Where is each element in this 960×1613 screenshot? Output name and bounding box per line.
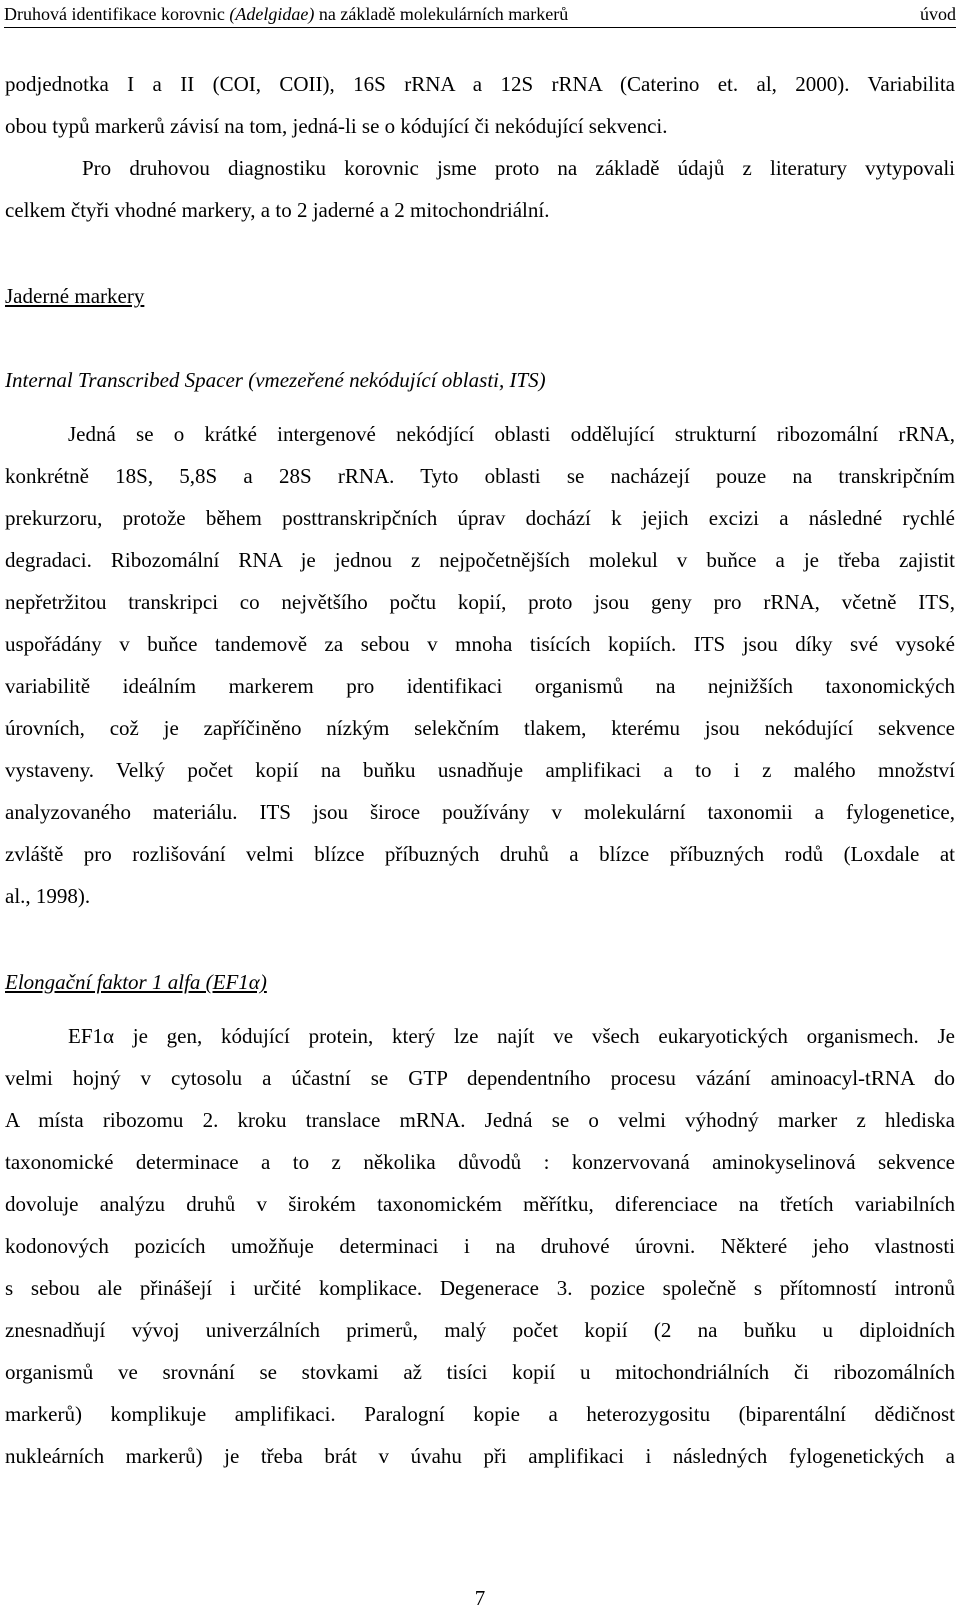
text-line: velmi hojný v cytosolu a účastní se GTP dependentního procesu vázání aminoacyl-tRNA do	[5, 1066, 955, 1090]
text-line: nukleárních markerů) je třeba brát v úvahu při amplifikaci i následných fylogenetických a	[5, 1444, 955, 1468]
text-line: prekurzoru, protože během posttranskripčních úprav dochází k jejich excizi a následné rychlé	[5, 506, 955, 530]
text-line: vystaveny. Velký počet kopií na buňku usnadňuje amplifikaci a to i z malého množství	[5, 758, 955, 782]
text-line: konkrétně 18S, 5,8S a 28S rRNA. Tyto oblasti se nacházejí pouze na transkripčním	[5, 464, 955, 488]
text-line: znesnadňují vývoj univerzálních primerů, malý počet kopií (2 na buňku u diploidních	[5, 1318, 955, 1342]
text-line: taxonomické determinace a to z několika důvodů : konzervovaná aminokyselinová sekvence	[5, 1150, 955, 1174]
text-line: Jedná se o krátké intergenové nekódjící oblasti oddělující strukturní ribozomální rRNA,	[68, 422, 955, 446]
text-line: uspořádány v buňce tandemově za sebou v mnoha tisících kopiích. ITS jsou díky své vysoké	[5, 632, 955, 656]
text-line: A místa ribozomu 2. kroku translace mRNA. Jedná se o velmi výhodný marker z hlediska	[5, 1108, 955, 1132]
header-title-part: Druhová identifikace korovnic	[4, 4, 230, 24]
text-line: al., 1998).	[5, 884, 91, 908]
text-line: EF1α je gen, kódující protein, který lze najít ve všech eukaryotických organismech. Je	[68, 1024, 955, 1048]
header-title	[4, 2, 568, 26]
text-line: obou typů markerů závisí na tom, jedná-li se o kódující či nekódující sekvenci.	[5, 114, 668, 138]
text-line: degradaci. Ribozomální RNA je jednou z nejpočetnějších molekul v buňce a je třeba zajistit	[5, 548, 955, 572]
subsection-heading: Elongační faktor 1 alfa (EF1α)	[5, 970, 267, 994]
text-line: podjednotka I a II (COI, COII), 16S rRNA a 12S rRNA (Caterino et. al, 2000). Variabilita	[5, 72, 955, 96]
text-line: celkem čtyři vhodné markery, a to 2 jaderné a 2 mitochondriální.	[5, 198, 550, 222]
text-line: organismů ve srovnání se stovkami až tisíci kopií u mitochondriálních či ribozomálních	[5, 1360, 955, 1384]
running-header	[4, 0, 956, 28]
text-line: úrovních, což je zapříčiněno nízkým selekčním tlakem, kterému jsou nekódující sekvence	[5, 716, 955, 740]
text-line: Pro druhovou diagnostiku korovnic jsme proto na základě údajů z literatury vytypovali	[82, 156, 955, 180]
header-section: úvod	[920, 4, 956, 24]
header-title-italic: (Adelgidae)	[229, 4, 315, 24]
text-line: dovoluje analýzu druhů v širokém taxonomickém měřítku, diferenciace na třetích variabilních	[5, 1192, 955, 1216]
subsection-heading: Internal Transcribed Spacer (vmezeřené nekódující oblasti, ITS)	[5, 368, 546, 392]
header-title-part-2: na základě molekulárních markerů	[314, 4, 569, 24]
text-line: zvláště pro rozlišování velmi blízce příbuzných druhů a blízce příbuzných rodů (Loxdale at	[5, 842, 955, 866]
text-line: analyzovaného materiálu. ITS jsou široce používány v molekulární taxonomii a fylogenetice,	[5, 800, 955, 824]
text-line: variabilitě ideálním markerem pro identifikaci organismů na nejnižších taxonomických	[5, 674, 955, 698]
page-number: 7	[474, 1586, 486, 1610]
text-line: kodonových pozicích umožňuje determinaci i na druhové úrovni. Některé jeho vlastnosti	[5, 1234, 955, 1258]
section-heading: Jaderné markery	[5, 284, 145, 308]
text-line: nepřetržitou transkripci co největšího počtu kopií, proto jsou geny pro rRNA, včetně ITS,	[5, 590, 955, 614]
text-line: markerů) komplikuje amplifikaci. Paralogní kopie a heterozygositu (biparentální dědičnost	[5, 1402, 955, 1426]
text-line: s sebou ale přinášejí i určité komplikace. Degenerace 3. pozice společně s přítomností intronů	[5, 1276, 955, 1300]
